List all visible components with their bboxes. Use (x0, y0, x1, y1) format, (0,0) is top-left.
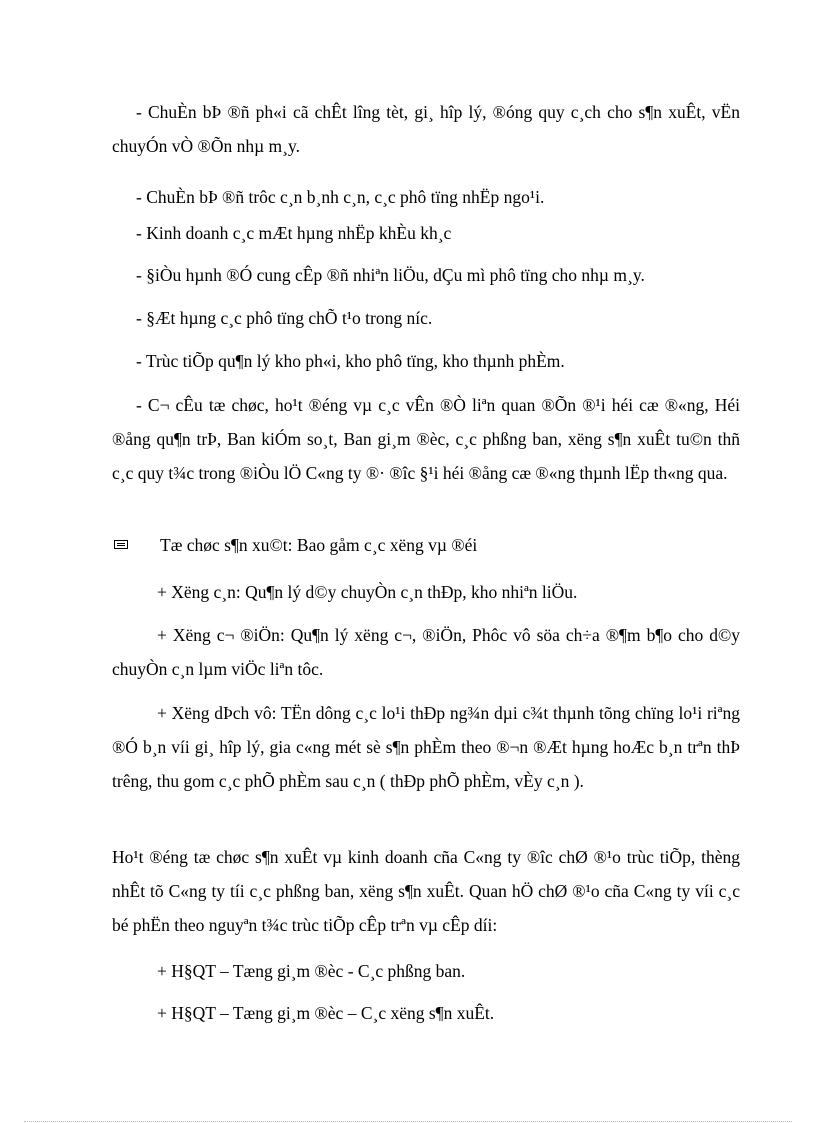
page-bottom-divider (24, 1121, 792, 1122)
paragraph-order-parts: - §Æt hµng c¸c phô tïng chÕ t¹o trong níc. (136, 308, 433, 328)
paragraph-management-relations: Ho¹t ®éng tæ chøc s¶n xuÊt vµ kinh doanh cña C«ng ty ®îc chØ ®¹o trùc tiÕp, thèng nhÊt tõ C«ng ty tíi c¸c phßng ban, xëng s¶n xuÊt. Quan hÖ chØ ®¹o cña C«ng ty víi c¸c bé phËn theo nguyªn t¾c trùc tiÕp cÊp trªn vµ cÊp díi: (112, 847, 740, 935)
paragraph-manage-warehouses: - Trùc tiÕp qu¶n lý kho ph«i, kho phô tïng, kho thµnh phÈm. (136, 351, 565, 371)
paragraph-organization-structure: - C¬ cÊu tæ chøc, ho¹t ®éng vµ c¸c vÊn ®Ò liªn quan ®Õn ®¹i héi cæ ®«ng, Héi ®ång qu¶n trÞ, Ban kiÓm so¸t, Ban gi¸m ®èc, c¸c phßng ban, xëng s¶n xuÊt tu©n thñ c¸c quy t¾c trong ®iÒu lÖ C«ng ty ®· ®îc §¹i héi ®ång cæ ®«ng thµnh lËp th«ng qua. (112, 395, 740, 483)
paragraph-prepare-billets: - ChuÈn bÞ ®ñ ph«i cã chÊt lîng tèt, gi¸ hîp lý, ®óng quy c¸ch cho s¶n xuÊt, vËn chuyÓn vÒ ®Õn nhµ m¸y. (112, 102, 740, 156)
paragraph-board-to-departments: + H§QT – Tæng gi¸m ®èc - C¸c phßng ban. (157, 961, 466, 981)
paragraph-trade-imports: - Kinh doanh c¸c mÆt hµng nhËp khÈu kh¸c (136, 223, 452, 243)
paragraph-production-organization: Tæ chøc s¶n xu©t: Bao gåm c¸c xëng vµ ®éi (160, 535, 478, 555)
paragraph-prepare-rollers: - ChuÈn bÞ ®ñ trôc c¸n b¸nh c¸n, c¸c phô tïng nhËp ngo¹i. (136, 187, 545, 207)
paragraph-mechanical-workshop: + Xëng c¬ ®iÖn: Qu¶n lý xëng c¬, ®iÖn, Phôc vô söa ch÷a ®¶m b¶o cho d©y chuyÒn c¸n lµm viÖc liªn tôc. (112, 625, 740, 679)
paragraph-rolling-workshop: + Xëng c¸n: Qu¶n lý d©y chuyÒn c¸n thÐp, kho nhiªn liÖu. (157, 582, 578, 602)
paragraph-board-to-workshops: + H§QT – Tæng gi¸m ®èc – C¸c xëng s¶n xuÊt. (157, 1003, 495, 1023)
keyboard-bullet-icon (114, 540, 128, 549)
paragraph-supply-fuel: - §iÒu hµnh ®Ó cung cÊp ®ñ nhiªn liÖu, dÇu mì phô tïng cho nhµ m¸y. (136, 265, 645, 285)
paragraph-service-workshop: + Xëng dÞch vô: TËn dông c¸c lo¹i thÐp ng¾n dµi c¾t thµnh tõng chïng lo¹i riªng ®Ó b¸n víi gi¸ hîp lý, gia c«ng mét sè s¶n phÈm theo ®¬n ®Æt hµng hoÆc b¸n trªn thÞ trêng, thu gom c¸c phÕ phÈm sau c¸n ( thÐp phÕ phÈm, vÈy c¸n ). (112, 703, 740, 791)
